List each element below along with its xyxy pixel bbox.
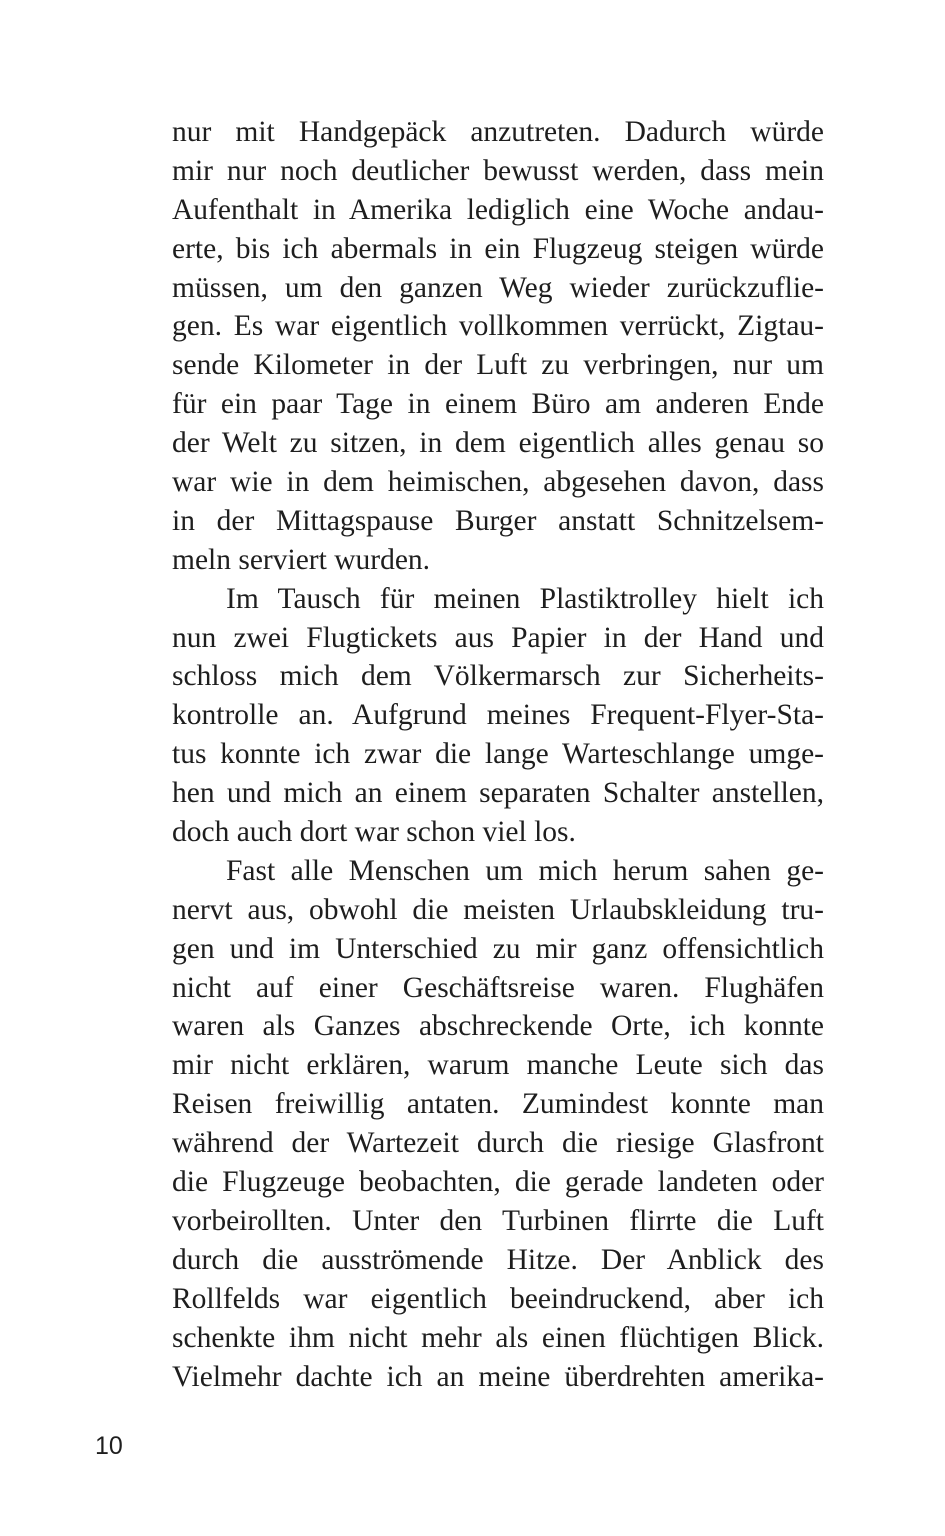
text-line: die Flugzeuge beobachten, die gerade landeten oder xyxy=(172,1166,824,1199)
text-line: der Welt zu sitzen, in dem eigentlich alles genau so xyxy=(172,427,824,460)
text-line: Im Tausch für meinen Plastiktrolley hielt ich xyxy=(226,582,824,615)
body-text xyxy=(172,113,824,1396)
text-line: während der Wartezeit durch die riesige Glasfront xyxy=(172,1127,824,1160)
text-line: nun zwei Flugtickets aus Papier in der Hand und xyxy=(172,621,824,654)
text-line: meln serviert wurden. xyxy=(172,543,431,576)
text-line: schloss mich dem Völkermarsch zur Sicherheits- xyxy=(172,660,824,693)
text-line: war wie in dem heimischen, abgesehen davon, dass xyxy=(172,466,824,499)
text-line: nur mit Handgepäck anzutreten. Dadurch würde xyxy=(172,116,824,148)
text-line: waren als Ganzes abschreckende Orte, ich konnte xyxy=(172,1010,824,1043)
text-line: mir nicht erklären, warum manche Leute sich das xyxy=(172,1049,824,1082)
text-line: tus konnte ich zwar die lange Warteschlange umge- xyxy=(172,738,824,771)
text-line: kontrolle an. Aufgrund meines Frequent-Flyer-Sta- xyxy=(172,699,824,732)
text-line: gen. Es war eigentlich vollkommen verrückt, Zigtau- xyxy=(172,310,824,343)
text-line: gen und im Unterschied zu mir ganz offensichtlich xyxy=(172,932,824,965)
text-line: Vielmehr dachte ich an meine überdrehten amerika- xyxy=(172,1360,824,1393)
paragraph xyxy=(172,852,824,1396)
paragraph xyxy=(172,580,824,852)
text-line: erte, bis ich abermals in ein Flugzeug steigen würde xyxy=(172,232,824,265)
text-line: müssen, um den ganzen Weg wieder zurückzuflie- xyxy=(172,271,824,304)
text-line: hen und mich an einem separaten Schalter anstellen, xyxy=(172,777,824,810)
text-line: mir nur noch deutlicher bewusst werden, dass mein xyxy=(172,154,824,187)
paragraph xyxy=(172,113,824,580)
text-line: nicht auf einer Geschäftsreise waren. Flughäfen xyxy=(172,971,824,1004)
page-number: 10 xyxy=(95,1432,123,1460)
text-line: Reisen freiwillig antaten. Zumindest konnte man xyxy=(172,1088,824,1121)
text-line: vorbeirollten. Unter den Turbinen flirrte die Luft xyxy=(172,1204,824,1237)
text-line: schenkte ihm nicht mehr als einen flüchtigen Blick. xyxy=(172,1321,824,1354)
text-line: Fast alle Menschen um mich herum sahen ge- xyxy=(226,854,824,887)
text-line: nervt aus, obwohl die meisten Urlaubskleidung tru- xyxy=(172,893,824,926)
text-line: für ein paar Tage in einem Büro am anderen Ende xyxy=(172,388,824,421)
text-line: Aufenthalt in Amerika lediglich eine Woche andau- xyxy=(172,193,824,226)
text-line: Rollfelds war eigentlich beeindruckend, aber ich xyxy=(172,1282,824,1315)
text-line: durch die ausströmende Hitze. Der Anblick des xyxy=(172,1243,824,1276)
text-line: sende Kilometer in der Luft zu verbringen, nur um xyxy=(172,349,824,382)
text-line: in der Mittagspause Burger anstatt Schnitzelsem- xyxy=(172,504,824,537)
text-line: doch auch dort war schon viel los. xyxy=(172,816,576,849)
